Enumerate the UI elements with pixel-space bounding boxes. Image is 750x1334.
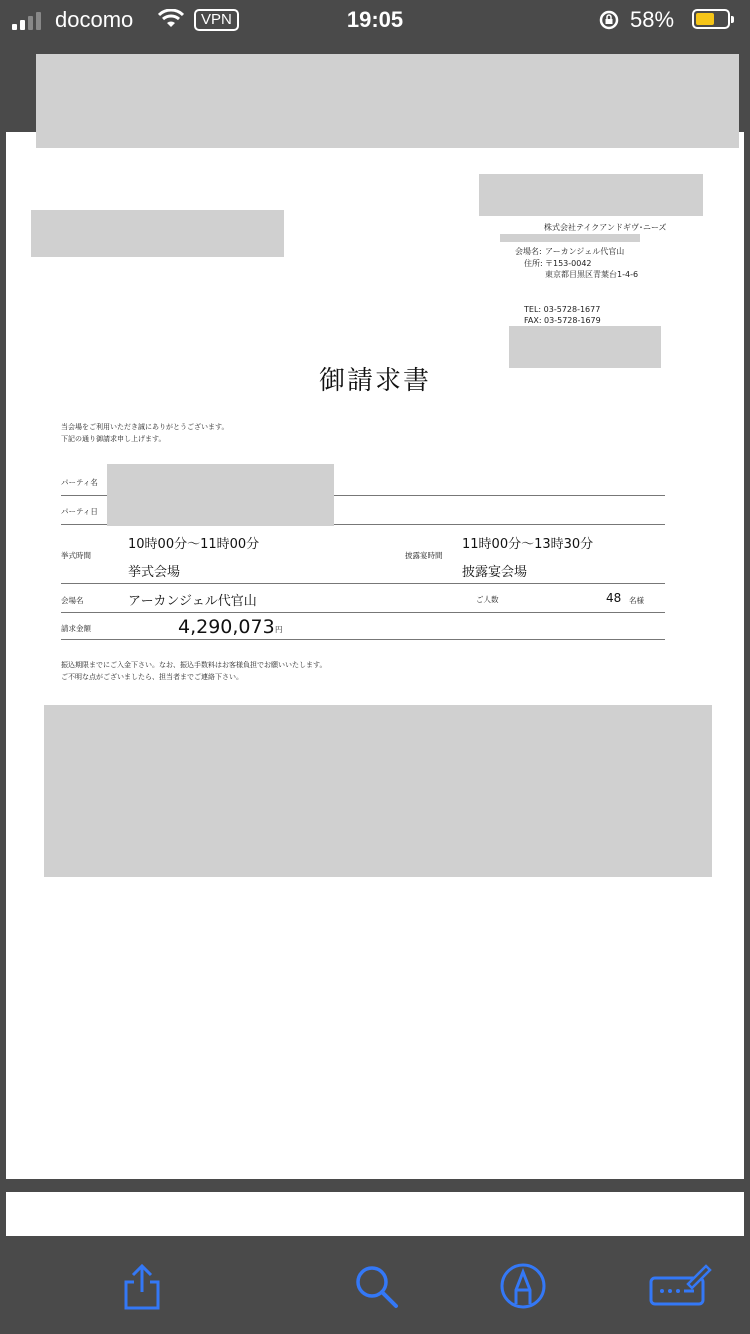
ceremony-time-label: 挙式時間 — [61, 551, 91, 560]
markup-icon[interactable] — [497, 1260, 549, 1312]
party-date-label: パーティ日 — [61, 507, 98, 516]
intro-line-2: 下記の通り御請求申し上げます。 — [61, 435, 166, 443]
bottom-toolbar — [0, 1236, 750, 1334]
divider — [61, 612, 665, 613]
battery-percent: 58% — [630, 7, 675, 32]
hall-label: 会場名 — [61, 596, 84, 605]
company-name: 株式会社テイクアンドギヴ･ニーズ — [544, 223, 667, 232]
redacted-block — [44, 705, 712, 877]
reception-place: 披露宴会場 — [462, 565, 528, 580]
guests-value: 48 — [606, 591, 622, 605]
redacted-banner — [36, 54, 739, 148]
ceremony-time: 10時00分～11時00分 — [128, 537, 260, 552]
note-line-2: ご不明な点がございましたら、担当者までご連絡下さい。 — [61, 673, 243, 681]
venue-label: 会場名: — [515, 247, 542, 256]
party-name-label: パーティ名 — [61, 478, 98, 487]
clock: 19:05 — [346, 7, 404, 32]
reception-time-label: 披露宴時間 — [405, 551, 443, 560]
redacted-block — [479, 174, 703, 216]
document-title: 御請求書 — [318, 366, 431, 396]
carrier-name: docomo — [55, 7, 134, 32]
reception-time: 11時00分～13時30分 — [462, 537, 594, 552]
address-label: 住所: — [524, 259, 543, 268]
guests-unit: 名様 — [629, 596, 644, 605]
redacted-block — [107, 464, 334, 526]
vpn-badge: VPN — [194, 9, 239, 31]
signature-icon[interactable] — [648, 1260, 712, 1312]
divider — [61, 583, 665, 584]
ceremony-place: 挙式会場 — [128, 565, 181, 580]
amount-value: 4,290,073 — [178, 616, 275, 638]
guests-label: ご人数 — [476, 595, 499, 604]
address: 東京都目黒区青葉台1-4-6 — [545, 270, 639, 279]
redacted-block — [31, 210, 284, 257]
status-bar — [0, 0, 750, 40]
divider — [61, 639, 665, 640]
fax: FAX: 03-5728-1679 — [524, 316, 601, 325]
tel: TEL: 03-5728-1677 — [524, 305, 601, 314]
share-icon[interactable] — [116, 1260, 168, 1312]
document-page — [6, 132, 744, 1179]
battery-icon — [692, 9, 730, 29]
redacted-block — [500, 234, 640, 242]
search-icon[interactable] — [350, 1260, 402, 1312]
rotation-lock-icon — [598, 9, 620, 31]
hall-value: アーカンジェル代官山 — [128, 594, 257, 609]
postal-code: 〒153-0042 — [545, 259, 592, 268]
intro-line-1: 当会場をご利用いただき誠にありがとうございます。 — [61, 423, 229, 431]
amount-unit: 円 — [275, 625, 283, 634]
note-line-1: 振込期限までにご入金下さい。なお、振込手数料はお客様負担でお願いいたします。 — [61, 661, 327, 669]
venue-value: アーカンジェル代官山 — [545, 247, 625, 256]
amount-label: 請求金額 — [61, 624, 91, 633]
